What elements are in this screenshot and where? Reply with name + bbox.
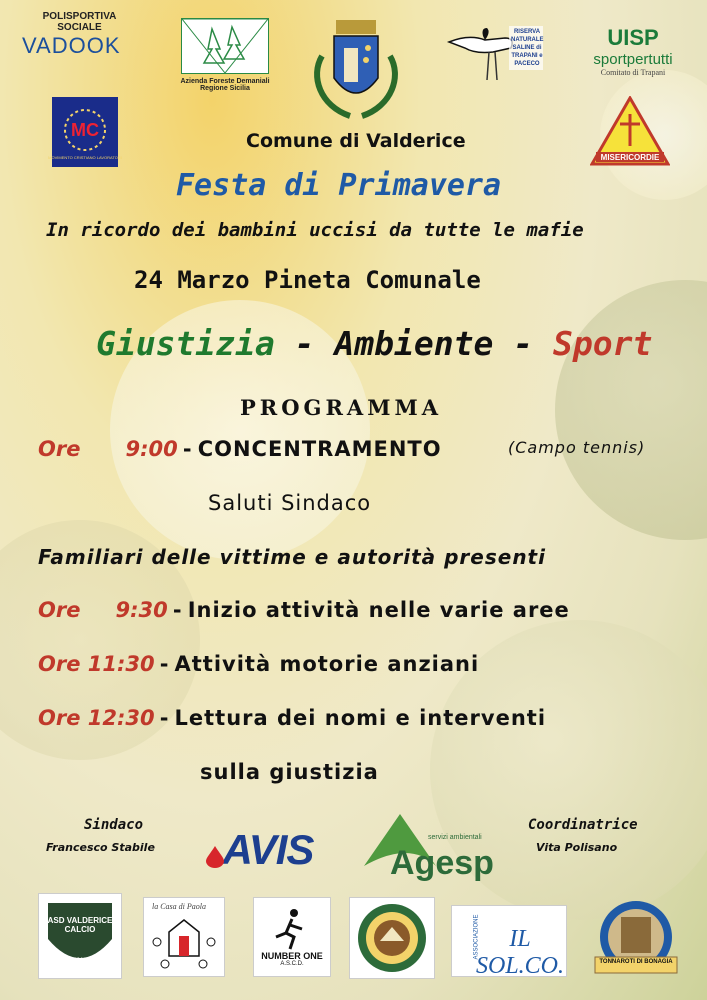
agesp-small-text: servizi ambientali [428, 834, 482, 841]
program-item-6 [38, 706, 546, 730]
program-text: Inizio attività nelle varie aree [187, 598, 570, 622]
programma-heading: PROGRAMMA [240, 395, 443, 420]
program-ore: Ore [38, 437, 81, 461]
number-one-logo [253, 897, 331, 977]
program-ore: Ore [38, 598, 81, 622]
asd-valderice-logo [38, 893, 122, 979]
vadook-logo [22, 11, 137, 58]
program-item-4 [38, 598, 570, 622]
coordinatrice-role: Coordinatrice [528, 817, 638, 833]
ammiragliato-logo [349, 897, 435, 979]
program-item-5 [38, 652, 479, 676]
program-item-1 [38, 437, 442, 461]
uisp-tagline: sportpertutti [593, 51, 673, 68]
avis-text: AVIS [222, 826, 314, 873]
mcl-logo [48, 97, 122, 167]
solco-logo [451, 905, 567, 977]
saline-text: RISERVA NATURALE SALINE di TRAPANI e PACECO [511, 29, 544, 67]
motto-sep-2: - [493, 324, 553, 363]
motto-giustizia: Giustizia [96, 324, 275, 363]
program-text: Lettura dei nomi e interventi [174, 706, 547, 730]
motto-sport: Sport [552, 324, 653, 363]
runner-icon [272, 907, 312, 951]
program-time: 9:30 [115, 598, 168, 622]
azienda-line-2: Regione Sicilia [200, 85, 250, 92]
number-one-text: NUMBER ONE [261, 951, 323, 961]
festa-title: Festa di Primavera [176, 168, 502, 203]
program-sep: - [159, 706, 170, 730]
program-item-3: Familiari delle vittime e autorità presenti [38, 545, 546, 569]
sindaco-role: Sindaco [84, 817, 144, 833]
tower-icon [591, 899, 681, 979]
misericordie-logo [590, 96, 670, 166]
program-text: Attività motorie anziani [174, 652, 480, 676]
svg-text:MC: MC [71, 119, 99, 140]
vadook-name: VADOOK [22, 33, 121, 58]
date-location: 24 Marzo Pineta Comunale [134, 266, 481, 294]
azienda-foreste-logo [170, 14, 280, 96]
number-one-sub: A.S.C.D. [280, 961, 304, 967]
mcl-emblem-icon [60, 105, 110, 155]
tonnaroti-logo [590, 897, 682, 981]
program-sep: - [182, 437, 193, 461]
blood-drop-icon [206, 846, 224, 868]
program-note: (Campo tennis) [508, 438, 646, 457]
program-item-2: Saluti Sindaco [208, 491, 372, 515]
asd-year: 2012 [73, 958, 87, 964]
motto-ambiente: Ambiente [334, 324, 494, 363]
program-ore-time: Ore 12:30 [38, 706, 155, 730]
sindaco-name: Francesco Stabile [46, 841, 155, 854]
motto-sep-1: - [274, 324, 335, 363]
coordinatrice-name: Vita Polisano [536, 841, 618, 854]
program-time: 9:00 [125, 437, 178, 461]
solco-text: IL SOL.CO. [475, 926, 565, 979]
avis-logo [198, 826, 338, 874]
ricordo-subtitle: In ricordo dei bambini uccisi da tutte le mafie [46, 219, 584, 241]
tree-icon [181, 18, 269, 74]
program-sep: - [172, 598, 183, 622]
house-children-icon [149, 912, 219, 972]
uisp-sub: Comitato di Trapani [600, 68, 666, 77]
comune-crest-logo [310, 16, 402, 120]
vadook-top-text: POLISPORTIVA SOCIALE [42, 11, 117, 33]
program-text: CONCENTRAMENTO [197, 437, 442, 461]
asd-text: ASD VALDERICE CALCIO [47, 916, 113, 934]
casa-text: la Casa di Paola [152, 902, 207, 911]
casa-paola-logo [143, 897, 225, 977]
misericordie-text: MISERICORDIE [600, 153, 660, 162]
agesp-text: Agesp [390, 844, 494, 882]
program-sep: - [159, 652, 170, 676]
uisp-name: UISP [607, 25, 659, 50]
saline-trapani-logo [445, 18, 545, 82]
azienda-line-1: Azienda Foreste Demaniali [180, 78, 270, 85]
mcl-text: MOVIMENTO CRISTIANO LAVORATORI [48, 154, 122, 160]
medal-icon [355, 901, 429, 975]
program-item-7: sulla giustizia [200, 760, 379, 784]
tonnaroti-text: TONNAROTI DI BONAGIA [599, 959, 673, 965]
uisp-logo [578, 18, 688, 84]
comune-title: Comune di Valderice [246, 130, 466, 152]
motto [96, 324, 652, 363]
program-ore-time: Ore 11:30 [38, 652, 155, 676]
agesp-logo [356, 810, 506, 886]
solco-assoc: ASSOCIAZIONE [473, 914, 480, 960]
